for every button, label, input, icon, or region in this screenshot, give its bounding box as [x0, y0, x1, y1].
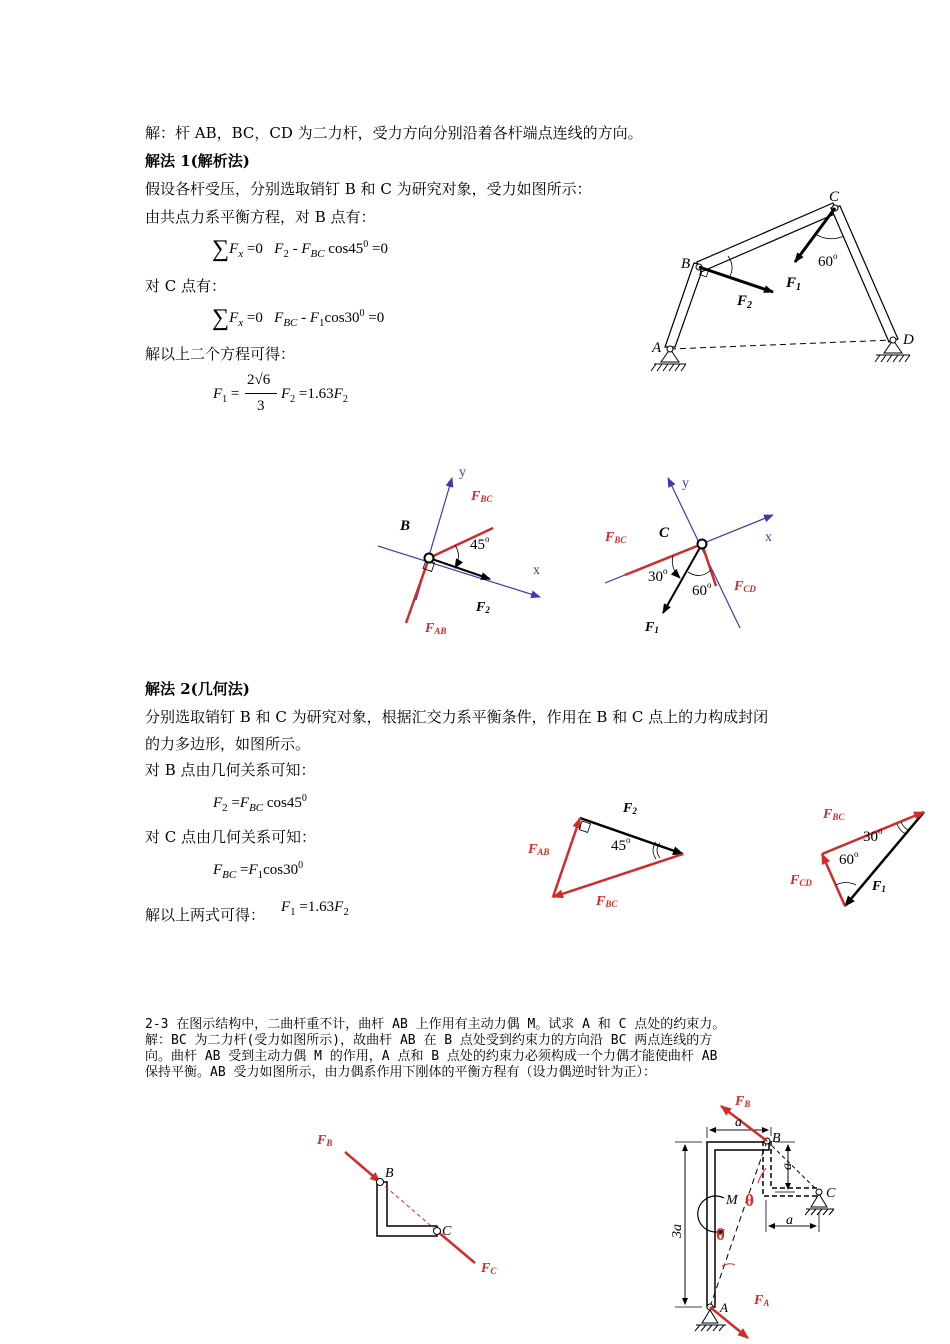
- label-fab: FAB: [425, 621, 447, 636]
- method2-para2: 的力多边形，如图所示。: [145, 735, 311, 753]
- label-y: y: [682, 476, 689, 491]
- force-f1-arrow: [663, 544, 702, 613]
- label-f2: $F_2$: [737, 293, 753, 311]
- label-a: A: [720, 1300, 728, 1315]
- label-b: B: [772, 1131, 781, 1146]
- rod-cd: [831, 206, 898, 342]
- label-3a: 3a: [670, 1224, 685, 1238]
- label-fc: FC: [481, 1261, 497, 1276]
- label-f2: F2: [623, 801, 637, 816]
- method2-para5: 解以上两式可得：: [145, 906, 266, 924]
- method2-para3: 对 B 点由几何关系可知：: [145, 761, 316, 779]
- label-fb: FB: [317, 1133, 333, 1148]
- frame-abcd-diagram: [640, 180, 940, 380]
- force-fbc-side: [553, 854, 683, 897]
- force-f2-arrow: [699, 267, 773, 292]
- force-triangle-b: [525, 795, 695, 915]
- pin-c: [698, 540, 707, 549]
- label-f1: F1: [645, 620, 659, 635]
- label-c: C: [659, 525, 670, 541]
- label-fb: FB: [735, 1094, 751, 1109]
- label-f1: F1: [872, 879, 886, 894]
- label-45deg: 45$^o$: [470, 534, 490, 553]
- label-a-bottom: a: [786, 1213, 793, 1228]
- label-a-top: a: [735, 1115, 742, 1130]
- label-30deg: 30$^o$: [648, 566, 668, 585]
- method1-eq3: $F_1$ = 2√6 3 $F_2 =1.63F_2$: [213, 372, 348, 414]
- method2-para4: 对 C 点由几何关系可知：: [145, 828, 317, 846]
- problem-2-3-line2: 解：BC 为二力杆(受力如图所示)，故曲杆 AB 在 B 点处受到约束力的方向沿 BC 两点连线的方: [145, 1033, 713, 1048]
- method1-eq2: $\sum F_x =0$ $F_{BC} - F_1\cos 30^0 =0$: [212, 305, 385, 331]
- label-fbc: FBC: [596, 894, 618, 909]
- label-d: D: [903, 332, 914, 348]
- label-f1: $F_1$: [786, 275, 802, 293]
- label-theta-upper: θ: [745, 1191, 754, 1210]
- method2-para1: 分别选取销钉 B 和 C 为研究对象，根据汇交力系平衡条件，作用在 B 和 C 点上的力构成封闭: [145, 708, 769, 726]
- label-fbc: FBC: [605, 530, 627, 545]
- label-a-right: a: [780, 1163, 795, 1170]
- force-fb-arrow: [721, 1106, 767, 1141]
- bent-bar: [377, 1182, 437, 1236]
- fbd-pin-b: [370, 460, 560, 640]
- method2-eq3: $F_1 =1.63F_2$: [281, 899, 349, 918]
- method2-eq2: $F_{BC} =F_1\cos 30^0$: [213, 860, 304, 881]
- force-fab-line: [406, 558, 429, 623]
- label-c: C: [442, 1224, 452, 1239]
- label-b: B: [400, 518, 411, 534]
- pin-b: [425, 554, 434, 563]
- force-fab-side: [553, 818, 580, 897]
- label-c: C: [829, 189, 840, 205]
- label-x: x: [765, 530, 772, 545]
- method2-eq1: $F_2 =F_{BC}$ $\cos 45^0$: [213, 793, 307, 814]
- problem-2-3-line3: 向。曲杆 AB 受到主动力偶 M 的作用，A 点和 B 点处的约束力必须构成一个力偶才能使曲杆 AB: [145, 1049, 718, 1064]
- label-a: A: [652, 340, 662, 356]
- label-b: B: [681, 256, 691, 272]
- rod-ab: [665, 263, 704, 347]
- problem-2-3-line4: 保持平衡。AB 受力如图所示，由力偶系作用下刚体的平衡方程有（设力偶逆时针为正）：: [145, 1065, 656, 1080]
- label-y: y: [459, 465, 466, 480]
- label-60deg: 60$^o$: [839, 849, 859, 868]
- method1-para2: 由共点力系平衡方程，对 B 点有：: [145, 208, 376, 226]
- label-theta-lower: θ: [716, 1225, 725, 1244]
- axis-x: [378, 546, 540, 597]
- method1-eq1: $\sum F_x =0$ $F_2 - F_{BC}$ $\cos 45^0 =0$: [212, 236, 389, 262]
- method1-para3: 对 C 点有：: [145, 277, 227, 295]
- label-fcd: FCD: [790, 873, 812, 888]
- label-fab: FAB: [528, 842, 550, 857]
- label-m: M: [726, 1193, 738, 1208]
- structure-ab-bc: [660, 1088, 850, 1344]
- force-f2-arrow: [429, 558, 490, 579]
- label-60deg: 60$^o$: [818, 251, 838, 270]
- method1-para4: 解以上二个方程可得：: [145, 345, 296, 363]
- label-fcd: FCD: [734, 579, 756, 594]
- label-fbc: FBC: [823, 807, 845, 822]
- method1-title: 解法 1(解析法): [145, 152, 250, 170]
- force-triangle-c: [785, 795, 935, 915]
- method2-title: 解法 2(几何法): [145, 680, 250, 698]
- label-60deg: 60$^o$: [692, 580, 712, 599]
- method1-para1: 假设各杆受压，分别选取销钉 B 和 C 为研究对象，受力如图所示：: [145, 180, 592, 198]
- label-fbc: FBC: [471, 489, 493, 504]
- force-fb-arrow: [345, 1152, 380, 1182]
- problem-2-3-line1: 2-3 在图示结构中，二曲杆重不计，曲杆 AB 上作用有主动力偶 M。试求 A 和 C 点处的约束力。: [145, 1017, 726, 1032]
- label-30deg: 30$^o$: [863, 826, 883, 845]
- label-b: B: [385, 1166, 394, 1181]
- bent-bar-bc-fbd: [310, 1125, 510, 1280]
- rod-bc: [697, 203, 837, 272]
- label-45deg: 45$^o$: [611, 835, 631, 854]
- label-c: C: [826, 1186, 836, 1201]
- force-f2-side: [580, 818, 683, 854]
- label-x: x: [533, 563, 540, 578]
- label-fa: FA: [754, 1293, 770, 1308]
- intro-paragraph: 解：杆 AB，BC，CD 为二力杆，受力方向分别沿着各杆端点连线的方向。: [145, 124, 643, 142]
- label-f2: F2: [476, 600, 490, 615]
- fbd-pin-c: [595, 470, 795, 640]
